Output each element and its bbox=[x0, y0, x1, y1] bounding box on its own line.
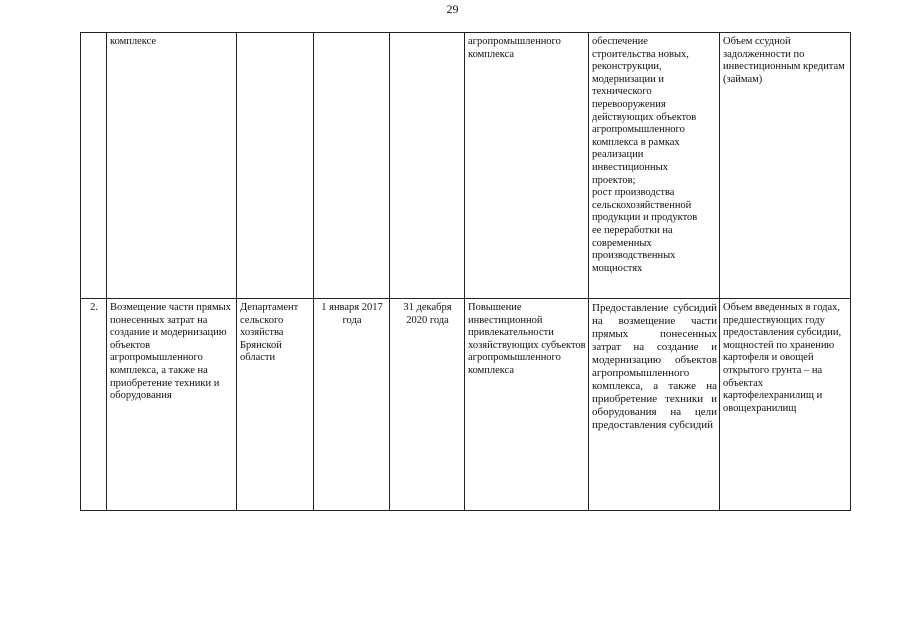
result-line: обеспечение bbox=[592, 36, 648, 47]
result-line: перевооружения bbox=[592, 98, 666, 110]
result-line: действующих объектов bbox=[592, 111, 697, 123]
end-date-cell bbox=[390, 33, 465, 299]
table-row bbox=[81, 299, 851, 511]
result-line: инвестиционных bbox=[592, 161, 668, 173]
result-line: проектов; bbox=[592, 174, 636, 186]
indicator-cell: Объем ссудной задолженности по инвестиционным кредитам (займам) bbox=[720, 33, 851, 299]
result-line: сельскохозяйственной bbox=[592, 199, 692, 211]
indicator-cell: Объем введенных в годах, предшествующих году предоставления субсидии, мощностей по хранению картофеля и овощей открытого грунта – на объектах картофелехранилищ и овощехранилищ bbox=[720, 299, 851, 511]
executor-cell bbox=[237, 33, 314, 299]
result-line: мощностях bbox=[592, 262, 643, 274]
executor-cell: Департамент сельского хозяйства Брянской области bbox=[237, 299, 314, 511]
row-number-cell: 2. bbox=[81, 299, 107, 511]
expected-results-cell: Предоставление субсидий на возмещение части прямых понесенных затрат на создание и модернизацию объектов агропромышленного комплекса, а также на приобретение техники и оборудования на цели предоставления субсидий bbox=[589, 299, 720, 511]
result-line: модернизации и bbox=[592, 73, 664, 85]
event-cell: Возмещение части прямых понесенных затрат на создание и модернизацию объектов агропромышленного комплекса, а также на приобретение техники и оборудования bbox=[107, 299, 237, 511]
program-measures-table bbox=[80, 32, 851, 511]
result-line: современных bbox=[592, 237, 652, 249]
result-line: технического bbox=[592, 86, 652, 98]
start-date-cell bbox=[314, 33, 390, 299]
table-row bbox=[81, 33, 851, 299]
end-date-cell: 31 декабря 2020 года bbox=[390, 299, 465, 511]
result-line: реконструкции, bbox=[592, 61, 662, 73]
result-line: ее переработки на bbox=[592, 224, 673, 236]
event-cell: комплексе bbox=[107, 33, 237, 299]
result-line: продукции и продуктов bbox=[592, 212, 698, 224]
page-number: 29 bbox=[446, 2, 459, 16]
result-line: реализации bbox=[592, 149, 644, 161]
goal-cell: Повышение инвестиционной привлекательности хозяйствующих субъектов агропромышленного комплекса bbox=[465, 299, 589, 511]
result-line: строительства новых, bbox=[592, 48, 689, 60]
result-line: агропромышленного bbox=[592, 124, 685, 136]
start-date-cell: 1 января 2017 года bbox=[314, 299, 390, 511]
result-line: производственных bbox=[592, 250, 676, 262]
expected-results-cell bbox=[589, 33, 720, 299]
row-number-cell bbox=[81, 33, 107, 299]
result-line: комплекса в рамках bbox=[592, 136, 680, 148]
result-line: рост производства bbox=[592, 187, 675, 199]
goal-cell: агропромышленного комплекса bbox=[465, 33, 589, 299]
